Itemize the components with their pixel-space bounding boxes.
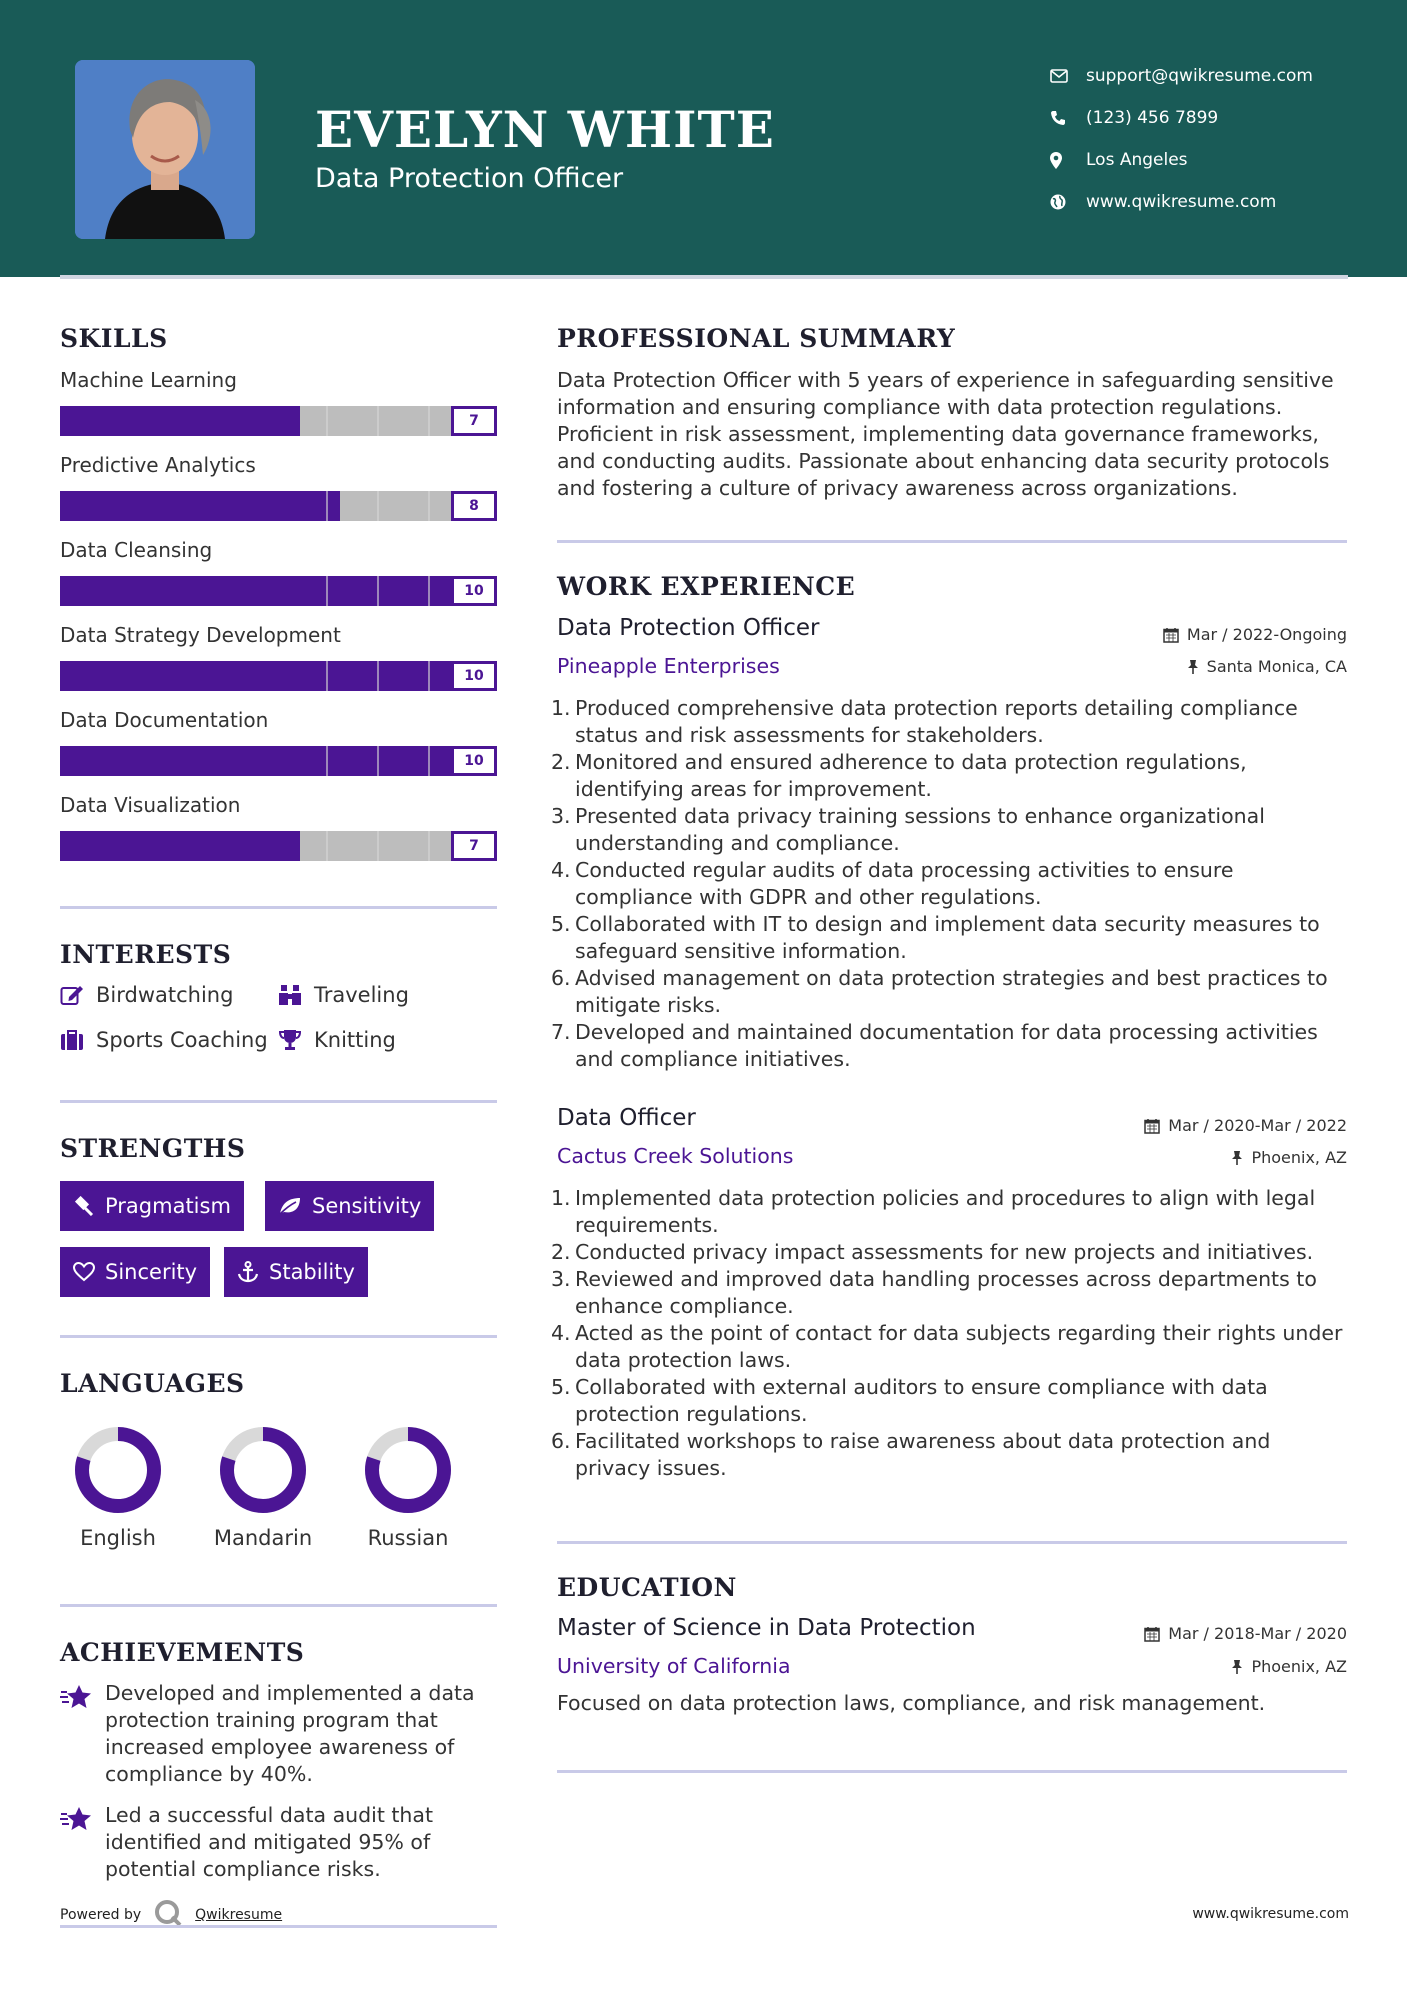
strength-badge <box>265 1181 434 1231</box>
skill-level-fill <box>60 831 300 861</box>
header-divider <box>60 275 1348 279</box>
contact-list <box>1050 55 1380 223</box>
summary-divider <box>557 540 1347 543</box>
pushpin-icon <box>1231 1659 1243 1675</box>
job-date-text: Mar / 2022-Ongoing <box>1186 625 1347 644</box>
skill-bar-divider <box>428 831 430 861</box>
achievement-text: Developed and implemented a data protection training program that increased employee awareness of compliance by 40%. <box>105 1681 475 1786</box>
trophy-icon <box>278 1029 314 1051</box>
skill-bar-divider <box>377 491 379 521</box>
achievement-item <box>60 1802 497 1883</box>
language-level-ring <box>219 1426 307 1514</box>
bullet-text: Presented data privacy training sessions to enhance organizational understanding and compliance. <box>575 804 1265 855</box>
job-bullets <box>551 1185 1347 1482</box>
bullet-text: Acted as the point of contact for data subjects regarding their rights under data protection laws. <box>575 1321 1343 1372</box>
footer-url[interactable]: www.qwikresume.com <box>1192 1906 1349 1922</box>
job-date <box>1163 625 1347 644</box>
bullet-text: Collaborated with IT to design and implement data security measures to safeguard sensitive information. <box>575 912 1320 963</box>
languages-heading: LANGUAGES <box>60 1369 245 1398</box>
skill-level-badge: 10 <box>451 661 497 691</box>
bullet-text: Facilitated workshops to raise awareness about data protection and privacy issues. <box>575 1429 1271 1480</box>
interest-label: Traveling <box>314 983 409 1007</box>
skill-level-bar <box>60 406 497 436</box>
gavel-icon <box>73 1196 95 1216</box>
language-item <box>203 1426 323 1550</box>
job-location <box>1187 657 1347 676</box>
bullet-text: Collaborated with external auditors to ensure compliance with data protection regulations. <box>575 1375 1268 1426</box>
contact-website[interactable] <box>1050 181 1380 223</box>
skill-bar-divider <box>326 746 328 776</box>
job-location <box>1231 1148 1347 1167</box>
skill-level-bar <box>60 491 497 521</box>
skill-level-badge: 7 <box>451 406 497 436</box>
strength-label: Pragmatism <box>105 1194 231 1218</box>
contact-email-text: support@qwikresume.com <box>1086 66 1313 86</box>
skill-level-fill <box>60 491 340 521</box>
skill-bar-divider <box>428 746 430 776</box>
job-date <box>1144 1116 1347 1135</box>
skill-item <box>60 538 497 618</box>
profile-photo <box>75 60 255 239</box>
resume-header <box>0 0 1407 277</box>
interest-label: Sports Coaching <box>96 1028 268 1052</box>
skill-bar-divider <box>428 406 430 436</box>
job-bullet <box>551 965 1347 1019</box>
job-bullet <box>551 1019 1347 1073</box>
strength-badge <box>224 1247 368 1297</box>
contact-location <box>1050 139 1380 181</box>
job-location-text: Santa Monica, CA <box>1206 657 1347 676</box>
skill-level-bar <box>60 746 497 776</box>
skill-level-badge: 8 <box>451 491 497 521</box>
bullet-text: Reviewed and improved data handling processes across departments to enhance compliance. <box>575 1267 1317 1318</box>
contact-email[interactable] <box>1050 55 1380 97</box>
language-label: Mandarin <box>213 1526 313 1550</box>
education-location-text: Phoenix, AZ <box>1251 1657 1347 1676</box>
skill-bar-divider <box>326 661 328 691</box>
achievements-heading: ACHIEVEMENTS <box>60 1638 305 1667</box>
bullet-number: 3. <box>551 804 571 828</box>
globe-icon <box>1050 194 1086 210</box>
bullet-number: 6. <box>551 966 571 990</box>
skill-name: Data Strategy Development <box>60 623 341 647</box>
experience-divider <box>557 1541 1347 1544</box>
edit-icon <box>60 984 96 1006</box>
skill-bar-divider <box>326 831 328 861</box>
skills-divider <box>60 906 497 909</box>
skill-bar-divider <box>377 576 379 606</box>
job-bullets <box>551 695 1347 1073</box>
bullet-number: 3. <box>551 1267 571 1291</box>
strength-badge <box>60 1247 210 1297</box>
skill-name: Predictive Analytics <box>60 453 256 477</box>
skill-level-fill <box>60 746 497 776</box>
bullet-number: 2. <box>551 1240 571 1264</box>
binoculars-icon <box>278 984 314 1006</box>
job-bullet <box>551 695 1347 749</box>
candidate-title: Data Protection Officer <box>315 163 624 194</box>
job-company: Cactus Creek Solutions <box>557 1144 794 1168</box>
anchor-icon <box>237 1261 259 1283</box>
skill-item <box>60 793 497 873</box>
skill-level-badge: 10 <box>451 576 497 606</box>
powered-by-label: Powered by <box>60 1907 142 1923</box>
job-bullet <box>551 911 1347 965</box>
school-name: University of California <box>557 1654 791 1678</box>
skill-bar-divider <box>377 661 379 691</box>
contact-phone-text: (123) 456 7899 <box>1086 108 1219 128</box>
heart-icon <box>73 1262 95 1282</box>
skill-item <box>60 623 497 703</box>
skill-level-badge: 7 <box>451 831 497 861</box>
contact-phone[interactable] <box>1050 97 1380 139</box>
summary-text: Data Protection Officer with 5 years of experience in safeguarding sensitive information and ensuring compliance with data protection regulations. Proficient in risk assessment, implementing data governance frameworks, and conducting audits. Passionate about enhancing data security protocols and fostering a culture of privacy awareness across organizations. <box>557 368 1334 500</box>
skill-level-badge: 10 <box>451 746 497 776</box>
skill-bar-divider <box>428 661 430 691</box>
skill-bar-divider <box>377 831 379 861</box>
bullet-number: 2. <box>551 750 571 774</box>
contact-location-text: Los Angeles <box>1086 150 1188 170</box>
education-date-text: Mar / 2018-Mar / 2020 <box>1168 1624 1347 1643</box>
experience-heading: WORK EXPERIENCE <box>557 572 856 601</box>
strengths-heading: STRENGTHS <box>60 1134 246 1163</box>
language-item <box>348 1426 468 1550</box>
education-date <box>1144 1624 1347 1643</box>
skill-bar-divider <box>326 406 328 436</box>
job-bullet <box>551 1428 1347 1482</box>
skills-heading: SKILLS <box>60 324 168 353</box>
bullet-text: Implemented data protection policies and procedures to align with legal requirements. <box>575 1186 1316 1237</box>
job-date-text: Mar / 2020-Mar / 2022 <box>1168 1116 1347 1135</box>
skill-name: Machine Learning <box>60 368 237 392</box>
skill-name: Data Documentation <box>60 708 269 732</box>
pushpin-icon <box>1187 659 1199 675</box>
interest-label: Birdwatching <box>96 983 234 1007</box>
skill-level-bar <box>60 831 497 861</box>
job-company: Pineapple Enterprises <box>557 654 780 678</box>
phone-icon <box>1050 110 1086 126</box>
strength-label: Sincerity <box>105 1260 198 1284</box>
bullet-number: 1. <box>551 1186 571 1210</box>
strengths-divider <box>60 1335 497 1338</box>
degree-title: Master of Science in Data Protection <box>557 1615 976 1641</box>
summary-heading: PROFESSIONAL SUMMARY <box>557 324 956 353</box>
skill-bar-divider <box>428 576 430 606</box>
education-divider <box>557 1770 1347 1773</box>
languages-divider <box>60 1604 497 1607</box>
skill-bar-divider <box>326 576 328 606</box>
strength-badge <box>60 1181 244 1231</box>
education-description: Focused on data protection laws, compliance, and risk management. <box>557 1691 1266 1715</box>
powered-by-brand-link[interactable]: Qwikresume <box>195 1907 283 1923</box>
bullet-text: Developed and maintained documentation for data processing activities and compliance initiatives. <box>575 1020 1318 1071</box>
job-bullet <box>551 1185 1347 1239</box>
skill-name: Data Cleansing <box>60 538 213 562</box>
interest-item <box>278 983 409 1007</box>
education-location <box>1231 1657 1347 1676</box>
job-bullet <box>551 1374 1347 1428</box>
strength-label: Stability <box>269 1260 355 1284</box>
bullet-text: Conducted regular audits of data processing activities to ensure compliance with GDPR and other regulations. <box>575 858 1234 909</box>
briefcase-icon <box>60 1029 96 1051</box>
bullet-number: 1. <box>551 696 571 720</box>
language-label: Russian <box>367 1526 449 1550</box>
skill-level-bar <box>60 576 497 606</box>
skill-bar-divider <box>377 746 379 776</box>
strength-label: Sensitivity <box>312 1194 422 1218</box>
envelope-icon <box>1050 69 1086 83</box>
job-bullet <box>551 1320 1347 1374</box>
calendar-icon <box>1144 1626 1160 1642</box>
map-pin-icon <box>1050 152 1086 169</box>
skill-level-fill <box>60 576 497 606</box>
footer-divider <box>60 1925 497 1928</box>
job-title: Data Officer <box>557 1105 696 1131</box>
skill-level-bar <box>60 661 497 691</box>
language-level-ring <box>364 1426 452 1514</box>
skill-item <box>60 708 497 788</box>
interests-heading: INTERESTS <box>60 940 232 969</box>
job-bullet <box>551 1266 1347 1320</box>
skill-bar-divider <box>428 491 430 521</box>
achievement-item <box>60 1680 497 1788</box>
bullet-number: 6. <box>551 1429 571 1453</box>
achievement-text: Led a successful data audit that identified and mitigated 95% of potential compliance risks. <box>105 1803 434 1881</box>
bullet-text: Produced comprehensive data protection reports detailing compliance status and risk assessments for stakeholders. <box>575 696 1298 747</box>
star-icon <box>60 1802 105 1883</box>
education-heading: EDUCATION <box>557 1573 737 1602</box>
job-title: Data Protection Officer <box>557 615 820 641</box>
star-icon <box>60 1680 105 1788</box>
bullet-number: 4. <box>551 858 571 882</box>
skill-bar-divider <box>377 406 379 436</box>
language-item <box>58 1426 178 1550</box>
candidate-name: EVELYN WHITE <box>315 100 775 159</box>
skill-bar-divider <box>326 491 328 521</box>
skill-name: Data Visualization <box>60 793 241 817</box>
job-bullet <box>551 803 1347 857</box>
bullet-text: Monitored and ensured adherence to data protection regulations, identifying areas for improvement. <box>575 750 1247 801</box>
person-portrait-icon <box>75 60 255 239</box>
job-bullet <box>551 749 1347 803</box>
bullet-text: Conducted privacy impact assessments for new projects and initiatives. <box>575 1240 1314 1264</box>
calendar-icon <box>1163 627 1179 643</box>
language-label: English <box>80 1526 156 1550</box>
interest-label: Knitting <box>314 1028 396 1052</box>
skill-level-fill <box>60 661 497 691</box>
language-level-ring <box>74 1426 162 1514</box>
job-bullet <box>551 857 1347 911</box>
bullet-number: 5. <box>551 1375 571 1399</box>
skill-item <box>60 368 497 448</box>
bullet-number: 4. <box>551 1321 571 1345</box>
bullet-number: 5. <box>551 912 571 936</box>
contact-website-text: www.qwikresume.com <box>1086 192 1277 212</box>
bullet-number: 7. <box>551 1020 571 1044</box>
job-location-text: Phoenix, AZ <box>1251 1148 1347 1167</box>
interest-item <box>278 1028 396 1052</box>
pushpin-icon <box>1231 1150 1243 1166</box>
skill-level-fill <box>60 406 300 436</box>
interests-divider <box>60 1100 497 1103</box>
calendar-icon <box>1144 1118 1160 1134</box>
interest-item <box>60 983 233 1007</box>
skill-item <box>60 453 497 533</box>
leaf-icon <box>278 1196 302 1216</box>
job-bullet <box>551 1239 1347 1266</box>
bullet-text: Advised management on data protection strategies and best practices to mitigate risks. <box>575 966 1328 1017</box>
interest-item <box>60 1028 268 1052</box>
